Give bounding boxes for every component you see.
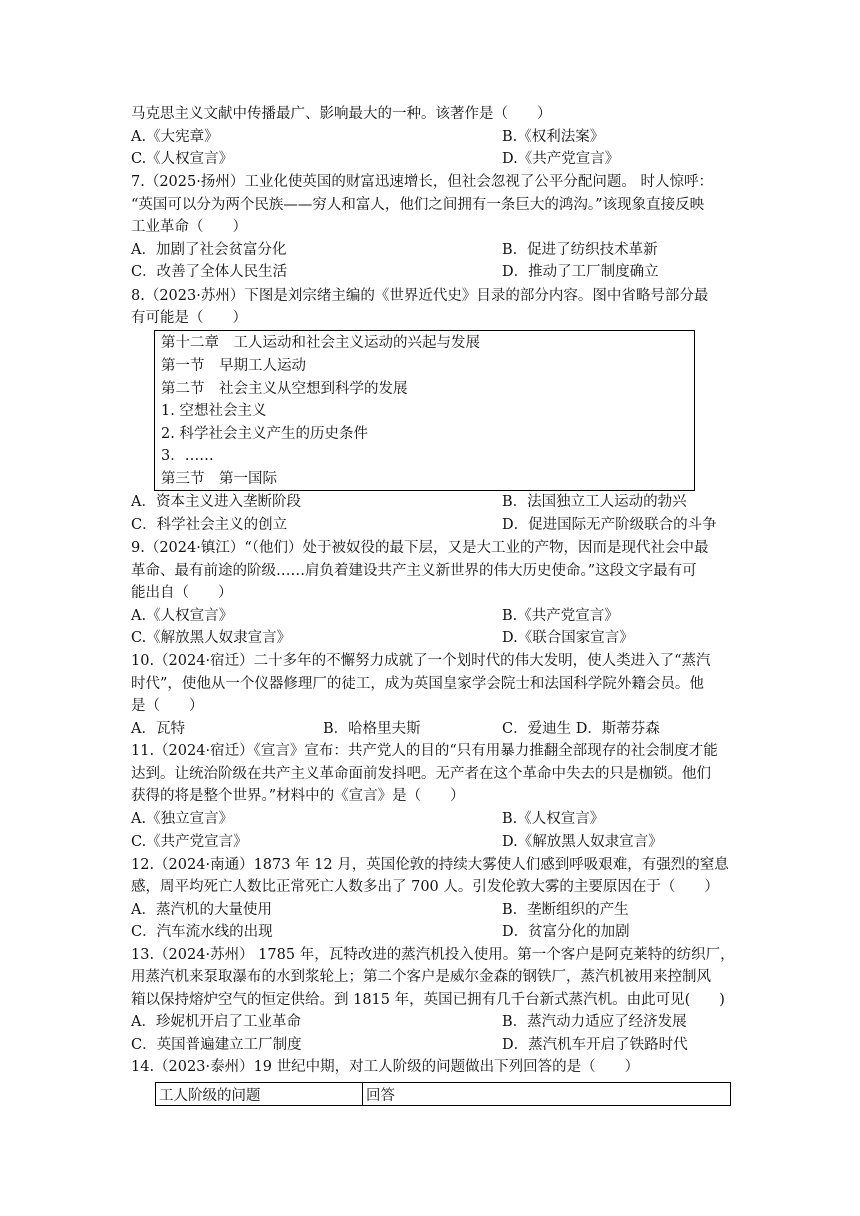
toc-chapter-title: 第十二章 工人运动和社会主义运动的兴起与发展 [161,335,480,351]
q7-option-d: D．推动了工厂制度确立 [502,264,659,280]
q11-option-d: D.《解放黑人奴隶宣言》 [502,834,663,850]
table-of-contents-box [154,330,695,491]
toc-item-1: 1. 空想社会主义 [161,403,267,419]
q12-option-d: D．贫富分化的加剧 [502,924,630,940]
q14-header-answer: 回答 [363,1083,731,1106]
q14-table [155,1082,731,1106]
q14-stem: 14.（2023·泰州）19 世纪中期，对工人阶级的问题做出下列回答的是（ ） [131,1059,640,1075]
q13-stem-line-1: 13.（2024·苏州） 1785 年，瓦特改进的蒸汽机投入使用。第一个客户是阿克莱特的纺织厂， [131,947,735,963]
q9-option-a: A.《人权宣言》 [131,608,234,624]
q13-option-b: B．蒸汽动力适应了经济发展 [502,1014,687,1030]
q11-option-b: B.《人权宣言》 [502,811,605,827]
q10-option-a: A．瓦特 [131,721,185,737]
q12-option-c: C．汽车流水线的出现 [131,924,273,940]
q11-option-c: C.《共产党宣言》 [131,834,248,850]
q6-option-b: B.《权利法案》 [502,129,605,145]
q12-stem-line-2: 感，周平均死亡人数比正常死亡人数多出了 700 人。引发伦敦大雾的主要原因在于（ ） [131,879,719,895]
q6-option-a: A.《大宪章》 [131,129,219,145]
q10-stem-line-2: 时代”，使他从一个仪器修理厂的徒工，成为英国皇家学会院士和法国科学院外籍会员。他 [131,676,704,692]
q7-stem-line-1: 7.（2025·扬州）工业化使英国的财富迅速增长，但社会忽视了公平分配问题。 时人惊呼： [131,174,713,190]
toc-section-3: 第三节 第一国际 [161,471,277,487]
q10-option-c-d: C．爱迪生 D．斯蒂芬森 [502,721,660,737]
q8-option-b: B．法国独立工人运动的勃兴 [502,494,687,510]
q8-option-a: A．资本主义进入垄断阶段 [131,494,301,510]
q12-stem-line-1: 12.（2024·南通）1873 年 12 月，英国伦敦的持续大雾使人们感到呼吸艰难，有强烈的窒息 [131,857,729,873]
table-row [156,1083,731,1106]
q7-stem-line-2: “英国可以分为两个民族——穷人和富人，他们之间拥有一条巨大的鸿沟。”该现象直接反映 [131,197,705,213]
toc-section-2: 第二节 社会主义从空想到科学的发展 [161,381,408,397]
q11-stem-line-2: 达到。让统治阶级在共产主义革命面前发抖吧。无产者在这个革命中失去的只是枷锁。他们 [131,766,711,782]
q13-option-a: A．珍妮机开启了工业革命 [131,1014,301,1030]
q7-option-b: B．促进了纺织技术革新 [502,242,658,258]
q10-stem-line-1: 10.（2024·宿迁）二十多年的不懈努力成就了一个划时代的伟大发明，使人类进入了“蒸汽 [131,653,711,669]
q8-stem-line-2: 有可能是（ ） [131,310,247,326]
q8-stem-line-1: 8.（2023·苏州）下图是刘宗绪主编的《世界近代史》目录的部分内容。图中省略号部分最 [131,288,709,304]
q14-header-question: 工人阶级的问题 [156,1083,363,1106]
q9-stem-line-2: 革命、最有前途的阶级……肩负着建设共产主义新世界的伟大历史使命。”这段文字最有可 [131,563,697,579]
q12-option-a: A．蒸汽机的大量使用 [131,902,272,918]
q9-stem-line-1: 9.（2024·镇江）“（他们）处于被奴役的最下层，又是大工业的产物，因而是现代社会中最 [131,540,709,556]
toc-section-1: 第一节 早期工人运动 [161,358,306,374]
q8-option-c: C．科学社会主义的创立 [131,517,288,533]
q6-option-d: D.《共产党宣言》 [502,151,620,167]
q8-option-d: D．促进国际无产阶级联合的斗争 [502,517,717,533]
q9-option-c: C.《解放黑人奴隶宣言》 [131,630,292,646]
q13-option-d: D．蒸汽机车开启了铁路时代 [502,1037,688,1053]
q11-option-a: A.《独立宣言》 [131,811,234,827]
q7-option-c: C．改善了全体人民生活 [131,264,288,280]
q9-option-b: B.《共产党宣言》 [502,608,619,624]
q10-stem-line-3: 是（ ） [131,698,204,714]
q9-option-d: D.《联合国家宣言》 [502,630,634,646]
q7-option-a: A．加剧了社会贫富分化 [131,242,287,258]
toc-item-3: 3．…… [161,448,214,464]
q13-stem-line-2: 用蒸汽机来泵取瀑布的水到浆轮上；第二个客户是威尔金森的钢铁厂，蒸汽机被用来控制风 [131,969,711,985]
q13-option-c: C．英国普遍建立工厂制度 [131,1037,302,1053]
q6-stem-tail: 马克思主义文献中传播最广、影响最大的一种。该著作是（ ） [131,106,552,122]
q13-stem-line-3: 箱以保持熔炉空气的恒定供给。到 1815 年，英国已拥有几千台新式蒸汽机。由此可见( ) [131,992,725,1008]
q6-option-c: C.《人权宣言》 [131,151,234,167]
q9-stem-line-3: 能出自（ ） [131,585,233,601]
q11-stem-line-3: 获得的将是整个世界。”材料中的《宣言》是（ ） [131,788,465,804]
q11-stem-line-1: 11.（2024·宿迁）《宣言》宣布：共产党人的目的“只有用暴力推翻全部现存的社会制度才能 [131,743,718,759]
q7-stem-line-3: 工业革命（ ） [131,219,247,235]
toc-item-2: 2. 科学社会主义产生的历史条件 [161,426,368,442]
q10-option-b: B．哈格里夫斯 [323,721,421,737]
q12-option-b: B．垄断组织的产生 [502,902,629,918]
